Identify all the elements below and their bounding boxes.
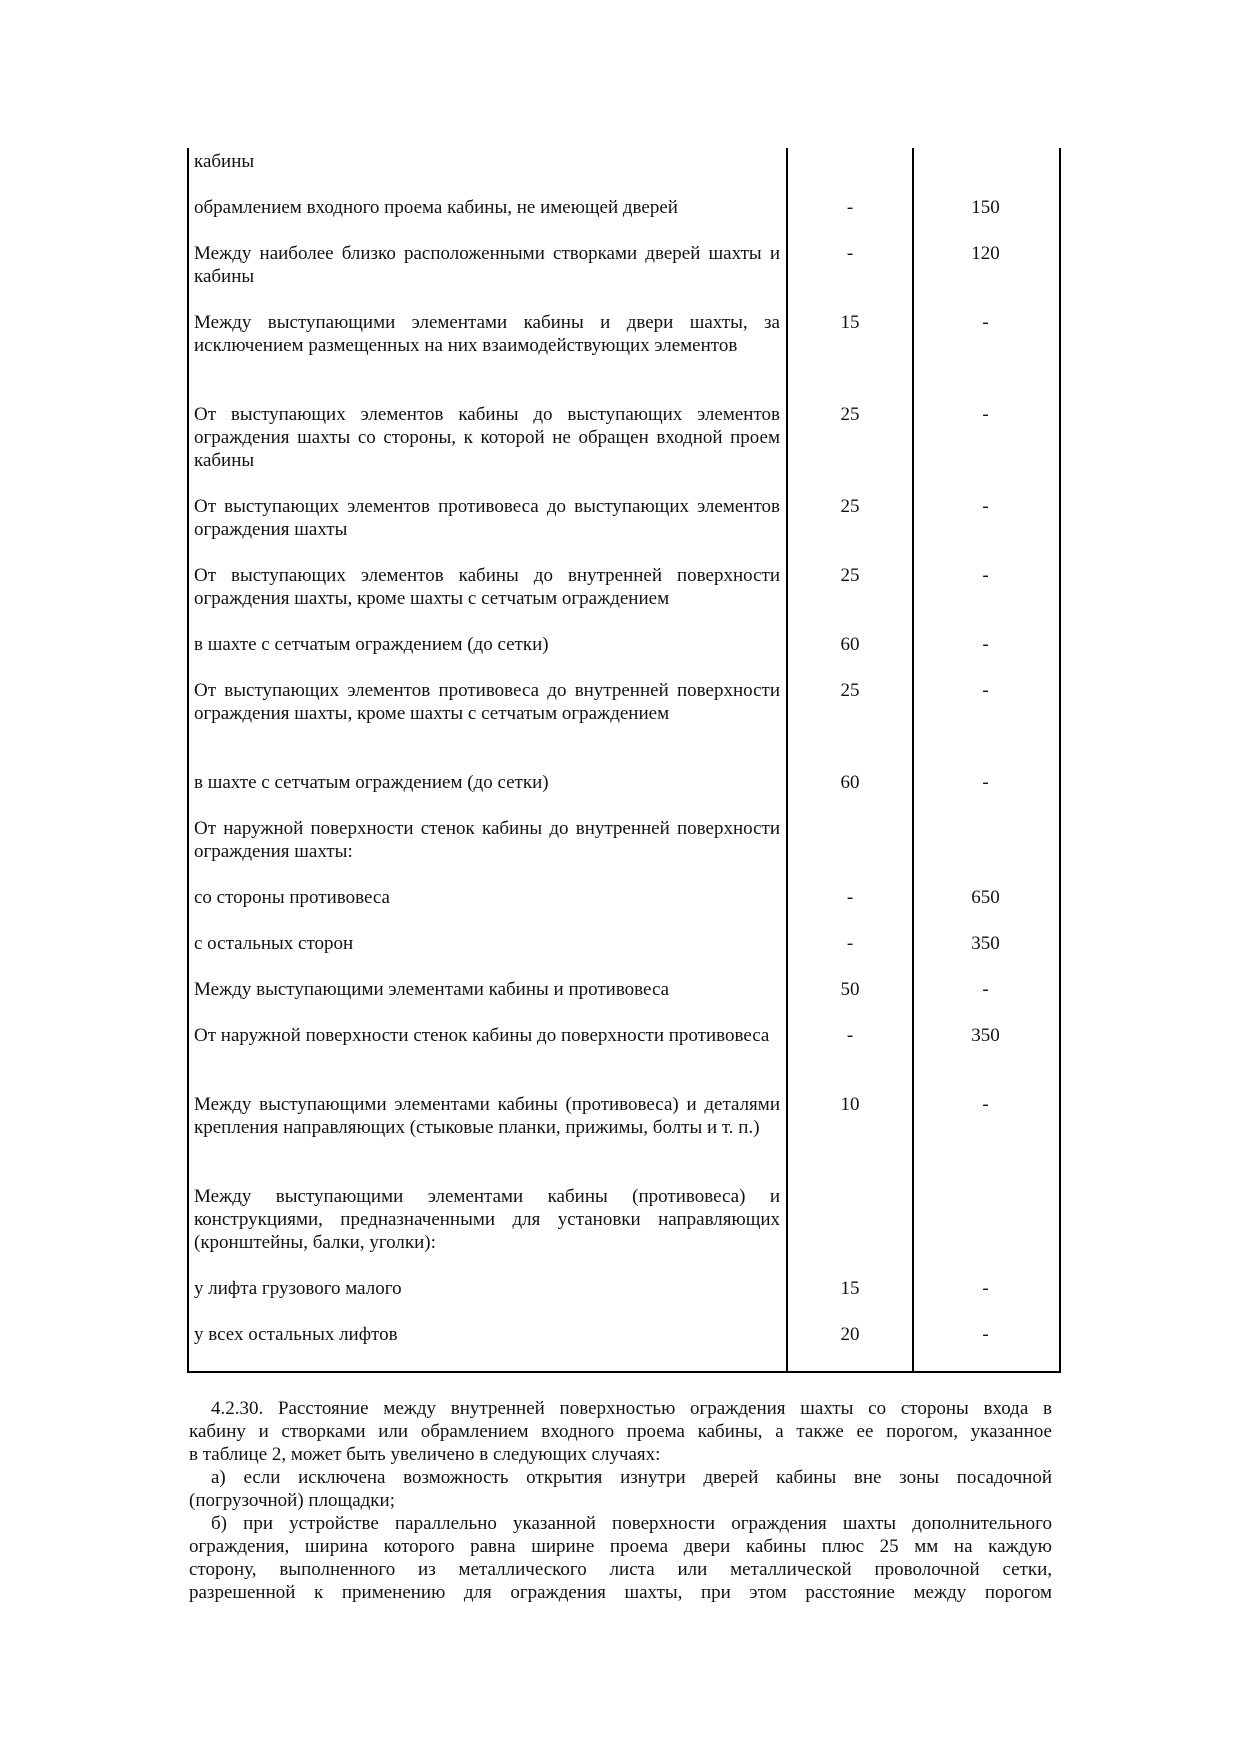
row-description: со стороны противовеса xyxy=(194,887,390,908)
row-value-max: - xyxy=(982,979,989,1000)
row-description: с остальных сторон xyxy=(194,933,354,954)
row-value-max: - xyxy=(982,565,989,586)
row-value-min: 15 xyxy=(840,312,860,333)
clearance-table xyxy=(187,148,1061,1373)
row-value-max: - xyxy=(982,496,989,517)
row-value-max: 350 xyxy=(971,1025,1000,1046)
paragraph-a-line: а) если исключена возможность открытия изнутри дверей кабины вне зоны посадочной xyxy=(211,1467,1052,1488)
paragraph-b-line: разрешенной к применению для ограждения шахты, при этом расстояние между порогом xyxy=(189,1582,1052,1603)
paragraph-4-2-30-line: в таблице 2, может быть увеличено в следующих случаях: xyxy=(189,1444,661,1465)
paragraph-4-2-30-line: 4.2.30. Расстояние между внутренней поверхностью ограждения шахты со стороны входа в xyxy=(211,1398,1052,1419)
paragraph-b-line: б) при устройстве параллельно указанной поверхности ограждения шахты дополнительного xyxy=(211,1513,1052,1534)
paragraph-b-line: ограждения, ширина которого равна ширине проема двери кабины плюс 25 мм на каждую xyxy=(189,1536,1052,1557)
paragraph-b-line: сторону, выполненного из металлического листа или металлической проволочной сетки, xyxy=(189,1559,1052,1580)
row-description: у лифта грузового малого xyxy=(194,1278,402,1299)
row-description: Между выступающими элементами кабины и двери шахты, за исключением размещенных на них взаимодействующих элементов xyxy=(194,312,780,356)
row-description: обрамлением входного проема кабины, не имеющей дверей xyxy=(194,197,678,218)
row-description: От выступающих элементов противовеса до выступающих элементов ограждения шахты xyxy=(194,496,780,540)
row-value-min: 25 xyxy=(840,565,860,586)
row-value-max: 150 xyxy=(971,197,1000,218)
row-value-min: 25 xyxy=(840,496,860,517)
row-description: в шахте с сетчатым ограждением (до сетки) xyxy=(194,772,549,793)
row-description: От наружной поверхности стенок кабины до поверхности противовеса xyxy=(194,1025,770,1046)
row-value-max: - xyxy=(982,680,989,701)
row-value-min: 15 xyxy=(840,1278,860,1299)
row-description: Между наиболее близко расположенными створками дверей шахты и кабины xyxy=(194,243,780,287)
row-value-min: - xyxy=(846,887,854,908)
row-value-max: - xyxy=(982,404,989,425)
row-value-max: - xyxy=(982,1278,989,1299)
row-description: От выступающих элементов кабины до внутренней поверхности ограждения шахты, кроме шахты с сетчатым ограждением xyxy=(194,565,780,609)
row-value-min: 25 xyxy=(840,680,860,701)
row-value-max: 650 xyxy=(971,887,1000,908)
row-value-max: 350 xyxy=(971,933,1000,954)
row-value-min: 25 xyxy=(840,404,860,425)
row-value-max: - xyxy=(982,1094,989,1115)
row-value-max: 120 xyxy=(971,243,1000,264)
paragraph-4-2-30-line: кабину и створками или обрамлением входного проема кабины, а также ее порогом, указанное xyxy=(189,1421,1052,1442)
row-value-min: - xyxy=(846,197,854,218)
row-description: Между выступающими элементами кабины и противовеса xyxy=(194,979,670,1000)
row-value-max: - xyxy=(982,312,989,333)
row-description: От выступающих элементов противовеса до внутренней поверхности ограждения шахты, кроме шахты с сетчатым ограждением xyxy=(194,680,780,724)
row-description: Между выступающими элементами кабины (противовеса) и деталями крепления направляющих (стыковые планки, прижимы, болты и т. п.) xyxy=(194,1094,780,1138)
row-value-min: 50 xyxy=(840,979,860,1000)
row-value-max: - xyxy=(982,1324,989,1345)
row-value-max: - xyxy=(982,772,989,793)
row-value-min: 20 xyxy=(840,1324,860,1345)
row-description: у всех остальных лифтов xyxy=(194,1324,398,1345)
row-value-min: 10 xyxy=(840,1094,860,1115)
row-value-max: - xyxy=(982,634,989,655)
row-value-min: - xyxy=(846,243,854,264)
row-value-min: 60 xyxy=(840,634,860,655)
row-value-min: - xyxy=(846,933,854,954)
row-description: От выступающих элементов кабины до выступающих элементов ограждения шахты со стороны, к которой не обращен входной проем кабины xyxy=(194,404,780,471)
row-value-min: 60 xyxy=(840,772,860,793)
row-description: Между выступающими элементами кабины (противовеса) и конструкциями, предназначенными для установки направляющих (кронштейны, балки, уголки): xyxy=(194,1186,780,1253)
row-description: в шахте с сетчатым ограждением (до сетки) xyxy=(194,634,549,655)
paragraph-a-line: (погрузочной) площадки; xyxy=(189,1490,395,1511)
row-description: кабины xyxy=(194,151,255,172)
row-value-min: - xyxy=(846,1025,854,1046)
row-description: От наружной поверхности стенок кабины до внутренней поверхности ограждения шахты: xyxy=(194,818,780,862)
